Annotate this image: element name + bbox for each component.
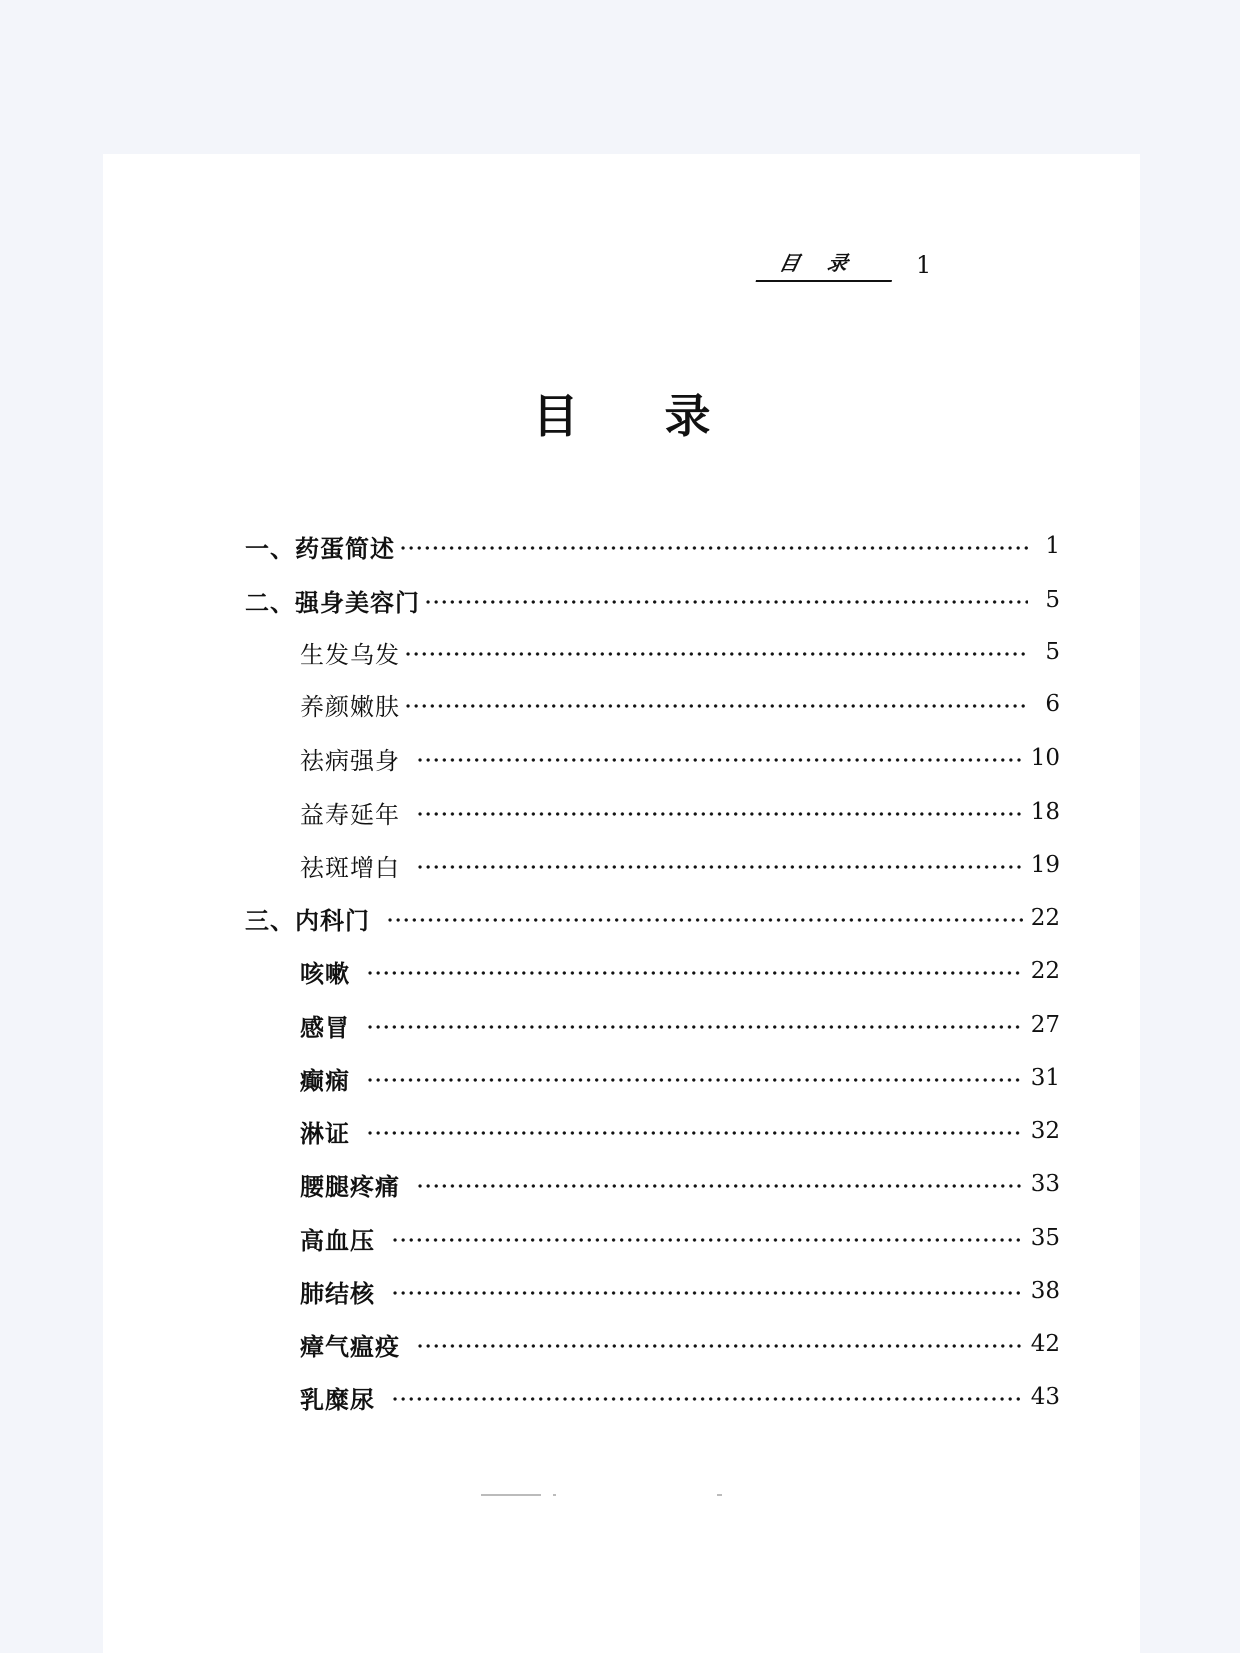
toc-entry-page: 6 (1045, 691, 1060, 717)
toc-leader-dots (366, 1130, 1023, 1136)
toc-entry (300, 792, 1060, 832)
toc-entry (300, 951, 1060, 991)
toc-entry-label: 一、药蛋简述 (245, 534, 395, 563)
toc-entry-page: 18 (1030, 799, 1060, 825)
toc-entry-page: 5 (1045, 587, 1060, 613)
toc-leader-dots (416, 1183, 1023, 1189)
toc-entry-label: 祛斑增白 (300, 853, 400, 882)
toc-leader-dots (416, 811, 1023, 817)
toc-entry (300, 1324, 1060, 1364)
document-page (103, 154, 1140, 1653)
toc-leader-dots (399, 545, 1028, 551)
toc-entry (245, 526, 1060, 566)
toc-entry (300, 632, 1060, 672)
scan-speck (553, 1494, 556, 1496)
toc-leader-dots (386, 917, 1023, 923)
toc-entry (300, 1377, 1060, 1417)
toc-entry-page: 33 (1030, 1171, 1060, 1197)
toc-leader-dots (416, 1343, 1023, 1349)
toc-entry (300, 1058, 1060, 1098)
toc-entry (300, 1164, 1060, 1204)
toc-leader-dots (366, 1077, 1023, 1083)
toc-list (103, 154, 1140, 1653)
toc-entry-label: 腰腿疼痛 (300, 1172, 400, 1201)
toc-entry-page: 19 (1030, 852, 1060, 878)
toc-entry-label: 高血压 (300, 1226, 375, 1255)
toc-entry (245, 898, 1060, 938)
toc-entry-page: 31 (1030, 1065, 1060, 1091)
running-head-page-number: 1 (916, 251, 932, 279)
toc-entry-page: 10 (1030, 745, 1060, 771)
toc-entry-label: 咳嗽 (300, 959, 350, 988)
running-head-title: 目录 (756, 250, 899, 282)
scan-speck (481, 1494, 541, 1496)
toc-entry (300, 1111, 1060, 1151)
toc-entry-page: 32 (1030, 1118, 1060, 1144)
toc-entry-page: 22 (1030, 958, 1060, 984)
toc-entry (300, 1005, 1060, 1045)
toc-leader-dots (391, 1396, 1023, 1402)
toc-entry-label: 癫痫 (300, 1066, 350, 1095)
toc-entry-page: 22 (1030, 905, 1060, 931)
toc-entry (245, 580, 1060, 620)
toc-entry (300, 684, 1060, 724)
toc-entry-page: 42 (1030, 1331, 1060, 1357)
toc-leader-dots (366, 1024, 1023, 1030)
toc-entry-label: 祛病强身 (300, 746, 400, 775)
toc-entry-page: 38 (1030, 1278, 1060, 1304)
toc-entry-page: 1 (1045, 533, 1060, 559)
toc-entry-label: 乳糜尿 (300, 1385, 375, 1414)
toc-entry-page: 27 (1030, 1012, 1060, 1038)
toc-entry-label: 感冒 (300, 1013, 350, 1042)
toc-leader-dots (391, 1290, 1023, 1296)
toc-leader-dots (416, 864, 1023, 870)
toc-leader-dots (424, 599, 1028, 605)
toc-leader-dots (416, 757, 1023, 763)
toc-entry-label: 养颜嫩肤 (300, 692, 400, 721)
toc-entry-label: 二、强身美容门 (245, 588, 420, 617)
toc-entry-page: 35 (1030, 1225, 1060, 1251)
scan-artifacts (481, 1494, 841, 1502)
toc-entry-label: 淋证 (300, 1119, 350, 1148)
scan-speck (717, 1494, 722, 1496)
toc-entry-label: 三、内科门 (245, 906, 370, 935)
toc-entry-label: 瘴气瘟疫 (300, 1332, 400, 1361)
toc-title: 目录 (532, 389, 797, 443)
toc-leader-dots (391, 1237, 1023, 1243)
toc-entry-label: 生发乌发 (300, 640, 400, 669)
toc-entry-page: 43 (1030, 1384, 1060, 1410)
toc-entry-label: 益寿延年 (300, 800, 400, 829)
toc-entry (300, 1218, 1060, 1258)
toc-leader-dots (404, 651, 1028, 657)
toc-entry-page: 5 (1045, 639, 1060, 665)
toc-entry (300, 845, 1060, 885)
toc-entry (300, 1271, 1060, 1311)
toc-leader-dots (366, 970, 1023, 976)
toc-entry (300, 738, 1060, 778)
toc-leader-dots (404, 703, 1028, 709)
toc-entry-label: 肺结核 (300, 1279, 375, 1308)
